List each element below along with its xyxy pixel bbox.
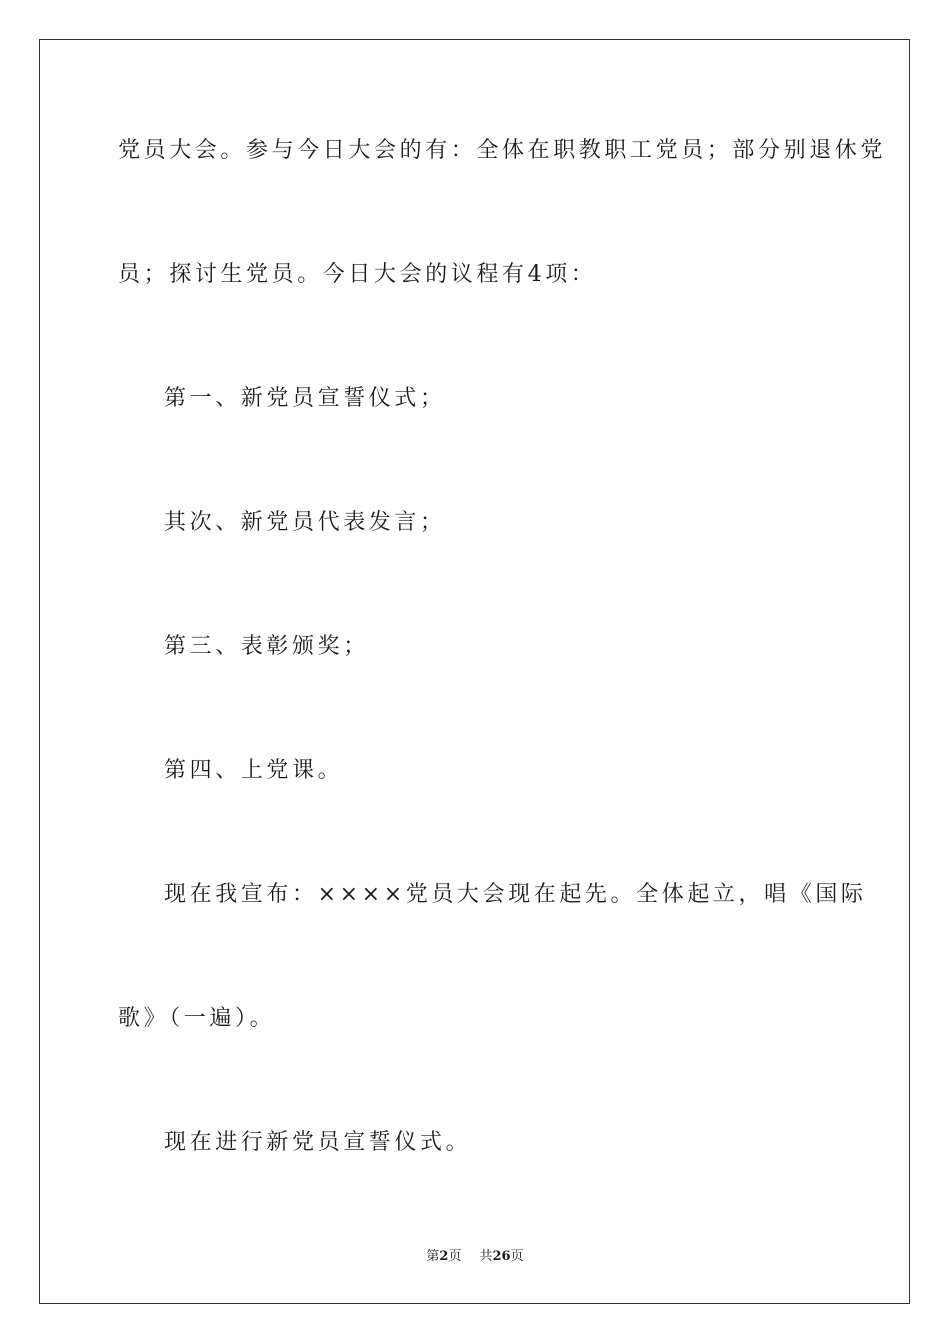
page-suffix: 页 (448, 1249, 462, 1264)
page-footer (0, 1248, 950, 1266)
body-text-line: 党员大会。参与今日大会的有：全体在职教职工党员；部分别退休党 (118, 138, 887, 163)
oath-ceremony-line: 现在进行新党员宣誓仪式。 (164, 1130, 472, 1155)
total-suffix: 页 (510, 1249, 524, 1264)
total-prefix: 共 (479, 1249, 493, 1264)
total-pages: 26 (492, 1249, 511, 1264)
agenda-item-3: 第三、表彰颁奖； (164, 634, 369, 659)
announcement-line: 现在我宣布：××××党员大会现在起先。全体起立，唱《国际 (164, 882, 867, 907)
agenda-item-2: 其次、新党员代表发言； (164, 510, 446, 535)
page-border (39, 39, 910, 1304)
announcement-line-cont: 歌》（一遍）。 (118, 1006, 276, 1031)
agenda-item-1: 第一、新党员宣誓仪式； (164, 386, 446, 411)
page-prefix: 第 (426, 1249, 440, 1264)
page-number: 2 (439, 1249, 449, 1264)
agenda-item-4: 第四、上党课。 (164, 758, 344, 783)
body-text-line: 员；探讨生党员。今日大会的议程有4项： (118, 262, 597, 287)
